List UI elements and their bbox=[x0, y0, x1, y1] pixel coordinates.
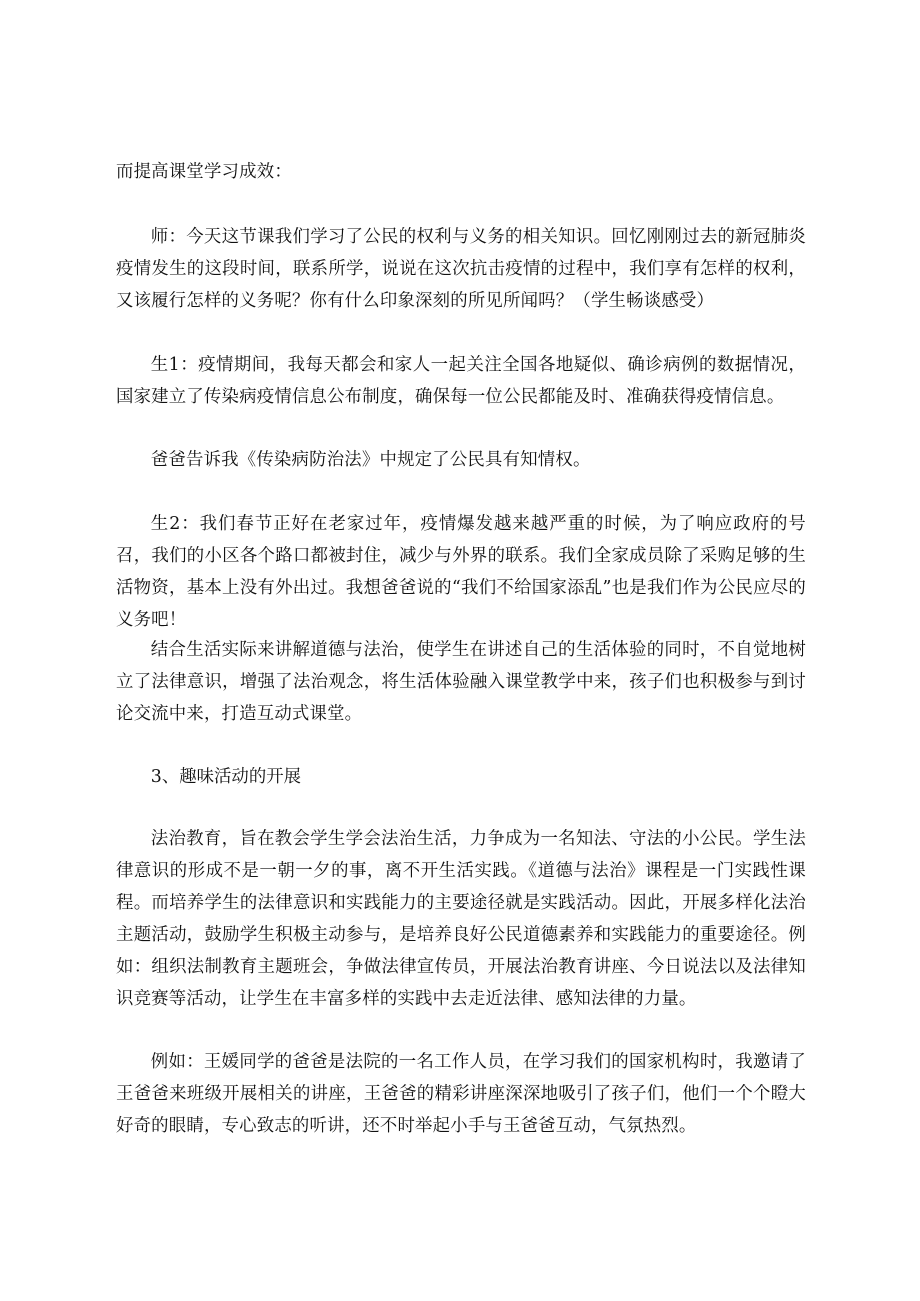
paragraph-example: 例如：王媛同学的爸爸是法院的一名工作人员，在学习我们的国家机构时，我邀请了王爸爸来班级开展相关的讲座，王爸爸的精彩讲座深深地吸引了孩子们，他们一个个瞪大好奇的眼睛，专心致志的听讲，还不时举起小手与王爸爸互动，气氛热烈。 bbox=[116, 1052, 806, 1136]
paragraph-summary: 结合生活实际来讲解道德与法治，使学生在讲述自己的生活体验的同时，不自觉地树立了法律意识，增强了法治观念，将生活体验融入课堂教学中来，孩子们也积极参与到讨论交流中来，打造互动式课堂。 bbox=[116, 640, 806, 724]
paragraph-teacher-question: 师：今天这节课我们学习了公民的权利与义务的相关知识。回忆刚刚过去的新冠肺炎疫情发生的这段时间，联系所学，说说在这次抗击疫情的过程中，我们享有怎样的权利，又该履行怎样的义务呢？你有什么印象深刻的所见所闻吗？（学生畅谈感受） bbox=[116, 227, 806, 311]
paragraph-student2: 生2：我们春节正好在老家过年，疫情爆发越来越严重的时候，为了响应政府的号召，我们的小区各个路口都被封住，减少与外界的联系。我们全家成员除了采购足够的生活物资，基本上没有外出过。我想爸爸说的“我们不给国家添乱”也是我们作为公民应尽的义务吧！ bbox=[116, 514, 806, 630]
paragraph-right-to-know: 爸爸告诉我《传染病防治法》中规定了公民具有知情权。 bbox=[150, 450, 591, 470]
paragraph-student1: 生1：疫情期间，我每天都会和家人一起关注全国各地疑似、确诊病例的数据情况，国家建立了传染病疫情信息公布制度，确保每一位公民都能及时、准确获得疫情信息。 bbox=[116, 355, 806, 407]
paragraph-legal-education: 法治教育，旨在教会学生学会法治生活，力争成为一名知法、守法的小公民。学生法律意识的形成不是一朝一夕的事，离不开生活实践。《道德与法治》课程是一门实践性课程。而培养学生的法律意识和实践能力的主要途径就是实践活动。因此，开展多样化法治主题活动，鼓励学生积极主动参与，是培养良好公民道德素养和实践能力的重要途径。例如：组织法制教育主题班会，争做法律宣传员，开展法治教育讲座、今日说法以及法律知识竞赛等活动，让学生在丰富多样的实践中去走近法律、感知法律的力量。 bbox=[116, 829, 806, 1009]
paragraph-intro: 而提高课堂学习成效： bbox=[116, 162, 292, 182]
section-heading-activities: 3、趣味活动的开展 bbox=[150, 767, 301, 787]
